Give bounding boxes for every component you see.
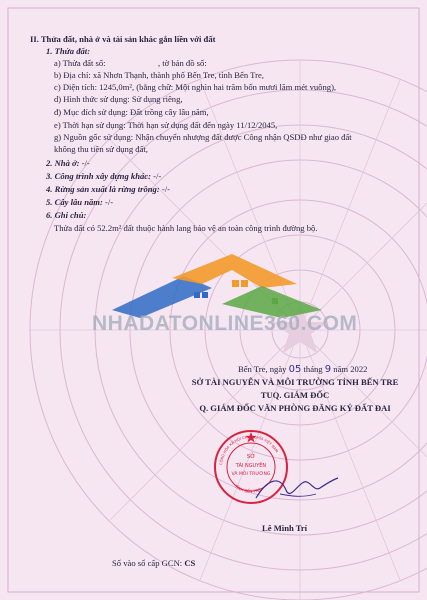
date-day: 05 bbox=[288, 364, 302, 375]
date-month: 9 bbox=[324, 364, 332, 375]
watermark-text: NHADATONLINE360.COM bbox=[92, 312, 358, 335]
usage-purpose-line: đ) Mục đích sử dụng: Đất trồng cây lâu năm, bbox=[54, 107, 209, 117]
date-prefix: Bến Tre, ngày bbox=[238, 364, 287, 374]
forest-heading: 4. Rừng sản xuất là rừng trồng: bbox=[46, 184, 160, 194]
perennial-value: -/- bbox=[104, 197, 114, 207]
month-prefix: tháng bbox=[303, 364, 323, 374]
svg-text:TÀI NGUYÊN: TÀI NGUYÊN bbox=[235, 463, 267, 469]
plot-number-label: a) Thửa đất số: bbox=[54, 58, 106, 68]
date-line bbox=[238, 364, 367, 375]
usage-term-line: e) Thời hạn sử dụng: Thời hạn sử dụng đất đến ngày 11/12/2045, bbox=[54, 120, 278, 130]
usage-origin-line: g) Nguồn gốc sử dụng: Nhận chuyển nhượng đất được Công nhận QSDĐ như giao đất bbox=[54, 132, 352, 142]
svg-text:CỘNG HÒA XÃ HỘI CHỦ NGHĨA VIỆT: CỘNG HÒA XÃ HỘI CHỦ NGHĨA VIỆT NAM bbox=[219, 434, 279, 466]
house-value: -/- bbox=[81, 158, 90, 168]
registry-row bbox=[112, 558, 195, 569]
notes-text: Thửa đất có 52.2m² đất thuộc hành lang bảo vệ an toàn công trình đường bộ. bbox=[54, 223, 318, 233]
svg-text:VÀ MÔI TRƯỜNG: VÀ MÔI TRƯỜNG bbox=[231, 472, 271, 477]
handwritten-signature bbox=[250, 468, 340, 508]
area-line: c) Diện tích: 1245,0m², (bằng chữ: Một nghìn hai trăm bốn mươi lăm mét vuông), bbox=[54, 82, 337, 92]
tuq-title: TUQ. GIÁM ĐỐC bbox=[260, 390, 330, 400]
date-year: năm 2022 bbox=[333, 364, 368, 374]
organization-name: SỞ TÀI NGUYÊN VÀ MÔI TRƯỜNG TỈNH BẾN TRE bbox=[191, 377, 399, 387]
signer-name: Lê Minh Trí bbox=[262, 523, 308, 533]
perennial-row bbox=[46, 197, 113, 208]
address-line: b) Địa chỉ: xã Nhơn Thạnh, thành phố Bến Tre, tỉnh Bến Tre, bbox=[54, 70, 264, 80]
signer-role: Q. GIÁM ĐỐC VĂN PHÒNG ĐĂNG KÝ ĐẤT ĐAI bbox=[199, 403, 391, 413]
construction-row bbox=[46, 171, 161, 182]
perennial-heading: 5. Cây lâu năm: bbox=[46, 197, 103, 207]
watermark-house-logo bbox=[112, 252, 322, 318]
usage-form-line: d) Hình thức sử dụng: Sử dụng riêng, bbox=[54, 94, 183, 104]
house-heading: 2. Nhà ở: bbox=[46, 158, 80, 168]
construction-heading: 3. Công trình xây dựng khác: bbox=[46, 171, 151, 181]
forest-value: -/- bbox=[161, 184, 170, 194]
section-title: II. Thửa đất, nhà ở và tài sản khác gắn liền với đất bbox=[30, 34, 216, 44]
forest-row bbox=[46, 184, 170, 195]
construction-value: -/- bbox=[153, 171, 162, 181]
house-row bbox=[46, 158, 90, 169]
svg-text:SỞ: SỞ bbox=[246, 454, 256, 460]
registry-label: Số vào sổ cấp GCN: bbox=[112, 558, 183, 568]
land-plot-heading: 1. Thửa đất: bbox=[46, 46, 91, 56]
map-sheet-label: , tờ bản đồ số: bbox=[158, 58, 207, 68]
registry-value: CS bbox=[184, 558, 196, 568]
notes-heading: 6. Ghi chú: bbox=[46, 210, 87, 220]
svg-text:TỈNH BẾN TRE: TỈNH BẾN TRE bbox=[233, 483, 262, 494]
usage-origin-line-2: không thu tiền sử dụng đất, bbox=[54, 144, 148, 154]
